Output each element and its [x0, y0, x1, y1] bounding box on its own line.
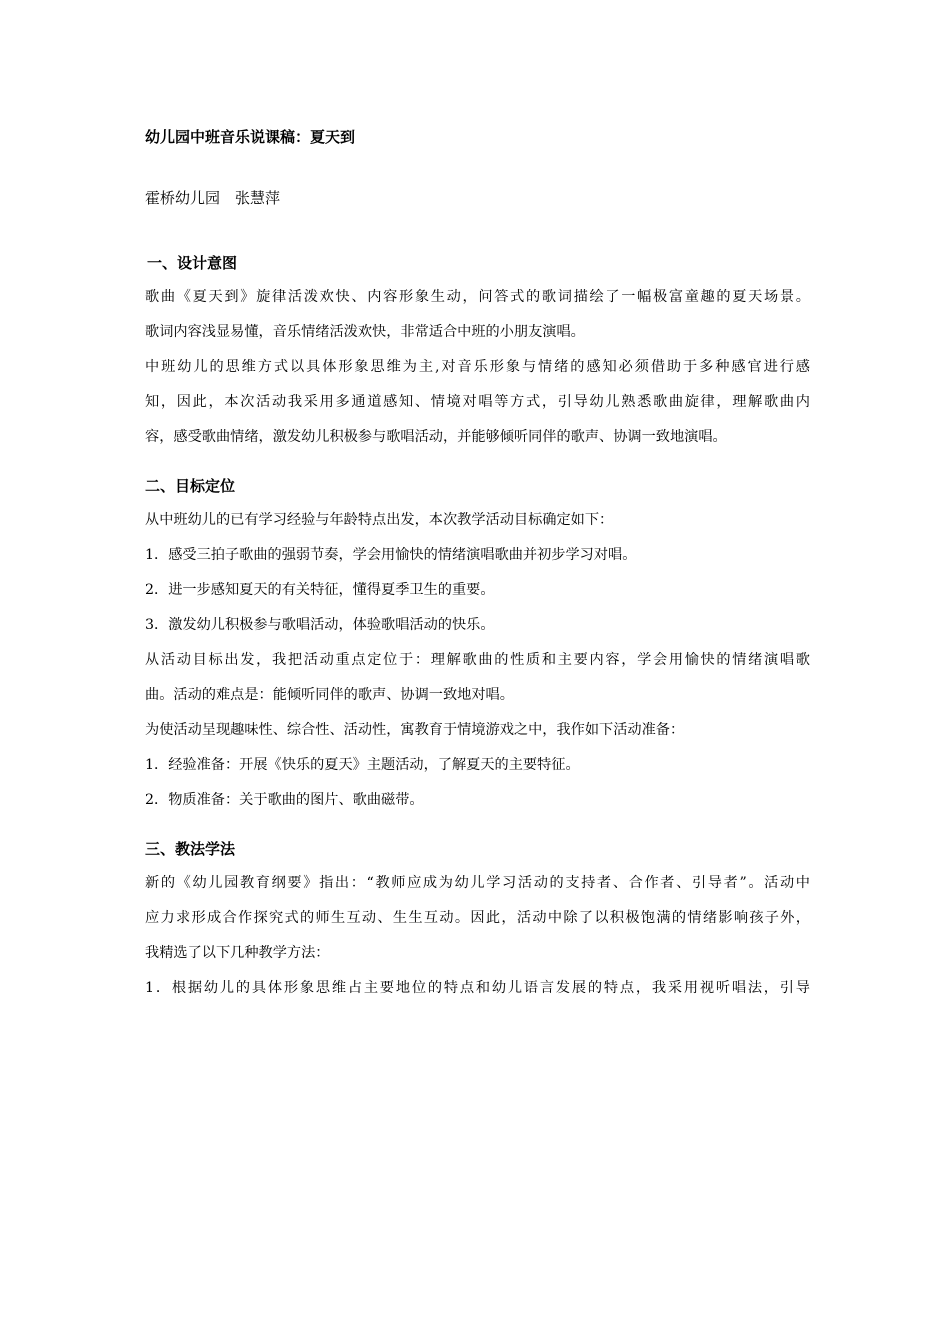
section-heading-design-intent: 一、设计意图 [147, 254, 238, 272]
paragraph-line: 从中班幼儿的已有学习经验与年龄特点出发，本次教学活动目标确定如下： [145, 512, 614, 528]
paragraph-line: 从活动目标出发，我把活动重点定位于：理解歌曲的性质和主要内容，学会用愉快的情绪演唱歌 [145, 652, 810, 668]
section-heading-goals: 二、目标定位 [145, 477, 236, 495]
list-item: 2．进一步感知夏天的有关特征，懂得夏季卫生的重要。 [145, 582, 495, 598]
paragraph-line: 中班幼儿的思维方式以具体形象思维为主,对音乐形象与情绪的感知必须借助于多种感官进行感 [145, 359, 810, 375]
paragraph-line: 新的《幼儿园教育纲要》指出：“教师应成为幼儿学习活动的支持者、合作者、引导者”。活动中 [145, 875, 810, 891]
list-item: 1．感受三拍子歌曲的强弱节奏，学会用愉快的情绪演唱歌曲并初步学习对唱。 [145, 547, 637, 563]
paragraph-line: 容，感受歌曲情绪，激发幼儿积极参与歌唱活动，并能够倾听同伴的歌声、协调一致地演唱。 [145, 429, 727, 445]
paragraph-line: 应力求形成合作探究式的师生互动、生生互动。因此，活动中除了以积极饱满的情绪影响孩子外， [145, 910, 810, 926]
document-body [145, 120, 810, 1006]
paragraph-line: 歌曲《夏天到》旋律活泼欢快、内容形象生动，问答式的歌词描绘了一幅极富童趣的夏天场景。 [145, 289, 810, 305]
list-item: 1．经验准备：开展《快乐的夏天》主题活动，了解夏天的主要特征。 [145, 757, 580, 773]
section-heading-methods: 三、教法学法 [145, 840, 236, 858]
paragraph-line: 我精选了以下几种教学方法： [145, 945, 330, 961]
list-item: 1．根据幼儿的具体形象思维占主要地位的特点和幼儿语言发展的特点，我采用视听唱法，引导 [145, 980, 810, 996]
paragraph-line: 为使活动呈现趣味性、综合性、活动性，寓教育于情境游戏之中，我作如下活动准备： [145, 722, 685, 738]
list-item: 2．物质准备：关于歌曲的图片、歌曲磁带。 [145, 792, 424, 808]
list-item: 3．激发幼儿积极参与歌唱活动，体验歌唱活动的快乐。 [145, 617, 495, 633]
document-author: 霍桥幼儿园 张慧萍 [145, 189, 281, 207]
paragraph-line: 知，因此，本次活动我采用多通道感知、情境对唱等方式，引导幼儿熟悉歌曲旋律，理解歌曲内 [145, 394, 810, 410]
paragraph-line: 曲。活动的难点是：能倾听同伴的歌声、协调一致地对唱。 [145, 687, 514, 703]
document-title: 幼儿园中班音乐说课稿：夏天到 [145, 128, 356, 146]
paragraph-line: 歌词内容浅显易懂，音乐情绪活泼欢快，非常适合中班的小朋友演唱。 [145, 324, 585, 340]
